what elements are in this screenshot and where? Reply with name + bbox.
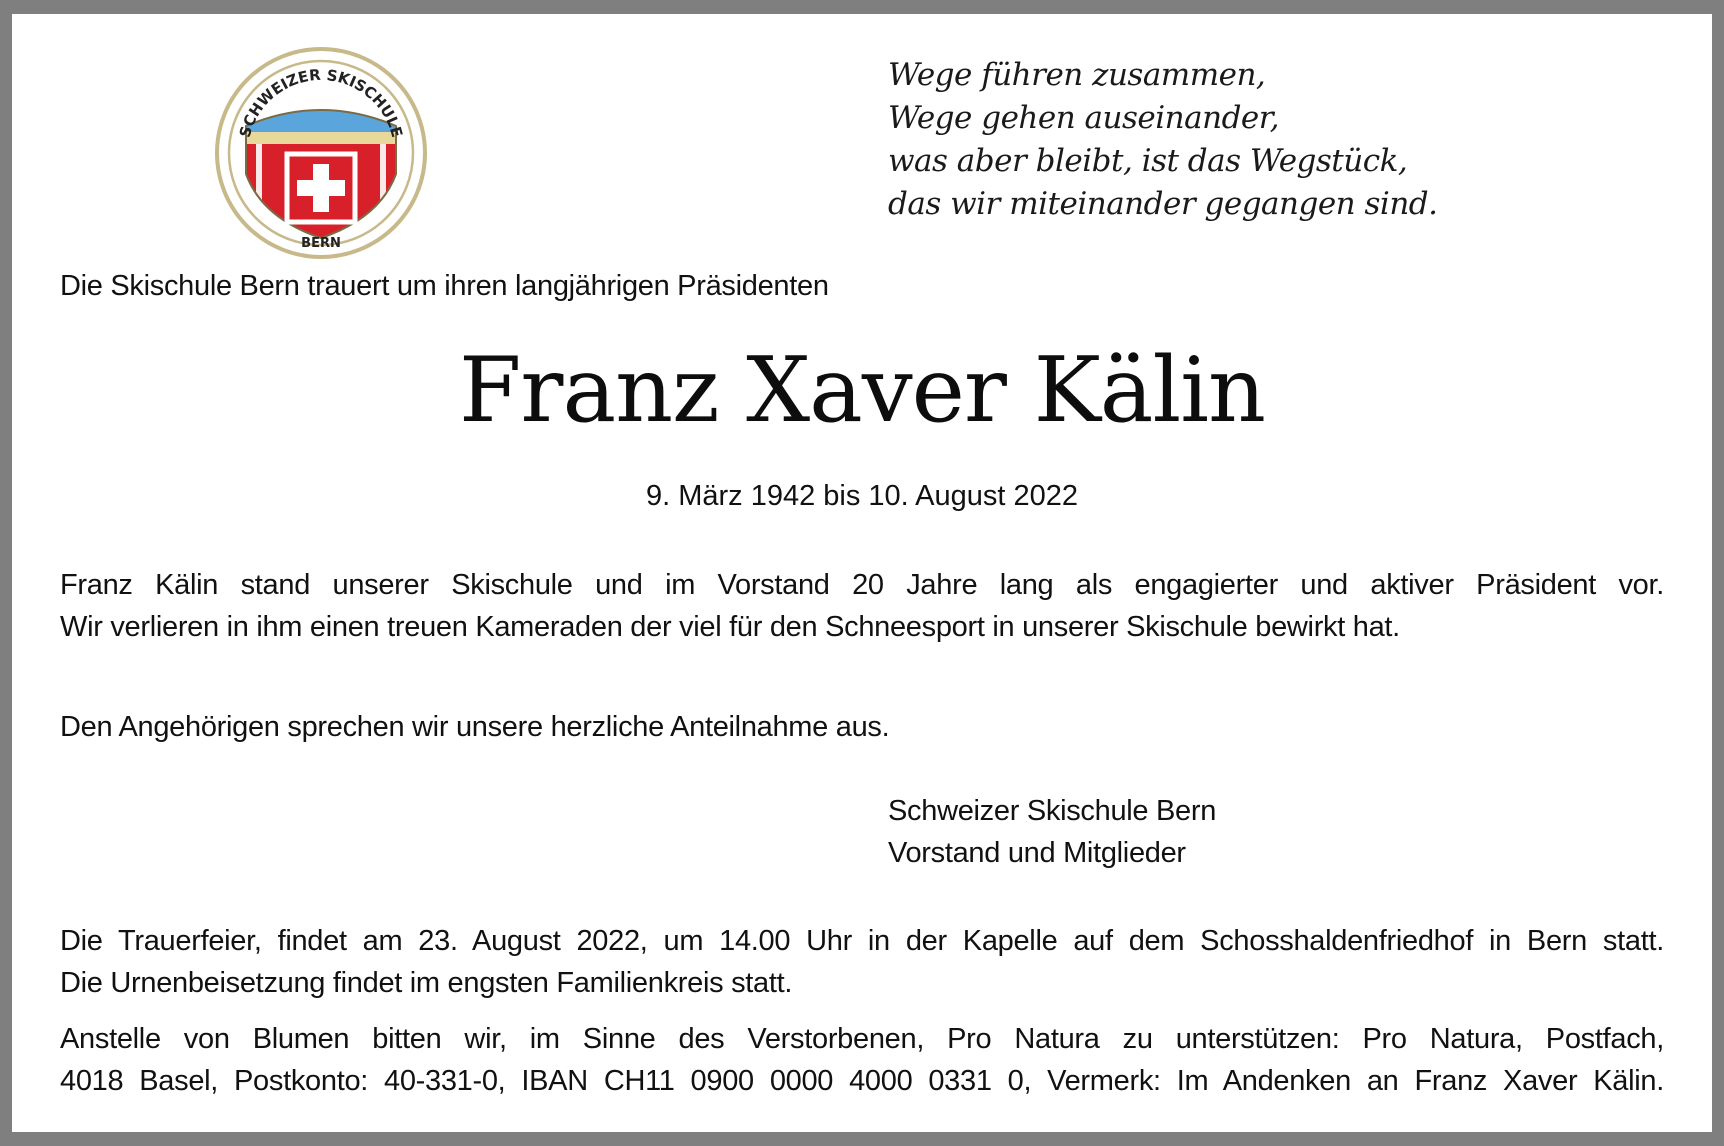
ceremony-line: Die Trauerfeier, findet am 23. August 2022, um 14.00 Uhr in der Kapelle auf dem Schosshaldenfriedhof in Bern statt. bbox=[60, 925, 1664, 957]
life-dates: 9. März 1942 bis 10. August 2022 bbox=[645, 480, 1079, 512]
logo-bottom-text: BERN bbox=[301, 236, 341, 251]
donation-line: Anstelle von Blumen bitten wir, im Sinne des Verstorbenen, Pro Natura zu unterstützen: Pro Natura, Postfach, bbox=[60, 1023, 1664, 1055]
ceremony-paragraph bbox=[60, 920, 1664, 1004]
donation-line: 4018 Basel, Postkonto: 40-331-0, IBAN CH11 0900 0000 4000 0331 0, Vermerk: Im Andenken an Franz Xaver Kälin. bbox=[60, 1065, 1664, 1097]
poem-line: das wir miteinander gegangen sind. bbox=[888, 186, 1438, 222]
poem-line: Wege führen zusammen, bbox=[888, 57, 1266, 93]
condolence-line: Den Angehörigen sprechen wir unsere herzliche Anteilnahme aus. bbox=[60, 711, 890, 743]
poem-line: was aber bleibt, ist das Wegstück, bbox=[888, 143, 1408, 179]
condolence-paragraph bbox=[60, 706, 1664, 748]
donation-paragraph bbox=[60, 1018, 1664, 1102]
ceremony-line: Die Urnenbeisetzung findet im engsten Familienkreis statt. bbox=[60, 967, 793, 999]
swiss-ski-school-emblem-icon bbox=[210, 42, 432, 264]
signature-line: Vorstand und Mitglieder bbox=[888, 837, 1186, 869]
tribute-line: Wir verlieren in ihm einen treuen Kameraden der viel für den Schneesport in unserer Skischule bewirkt hat. bbox=[60, 611, 1400, 643]
poem bbox=[888, 54, 1438, 226]
intro-text: Die Skischule Bern trauert um ihren langjährigen Präsidenten bbox=[60, 270, 829, 302]
deceased-name: Franz Xaver Kälin bbox=[458, 338, 1265, 443]
signature-block bbox=[888, 790, 1216, 874]
tribute-line: Franz Kälin stand unserer Skischule und im Vorstand 20 Jahre lang als engagierter und aktiver Präsident vor. bbox=[60, 569, 1664, 601]
tribute-paragraph bbox=[60, 564, 1664, 648]
logo-band bbox=[240, 132, 402, 144]
logo-top-text: SCHWEIZER SKISCHULE bbox=[235, 65, 407, 140]
ski-school-logo bbox=[210, 42, 432, 264]
signature-line: Schweizer Skischule Bern bbox=[888, 795, 1217, 827]
poem-line: Wege gehen auseinander, bbox=[888, 100, 1280, 136]
obituary-notice bbox=[12, 14, 1712, 1132]
